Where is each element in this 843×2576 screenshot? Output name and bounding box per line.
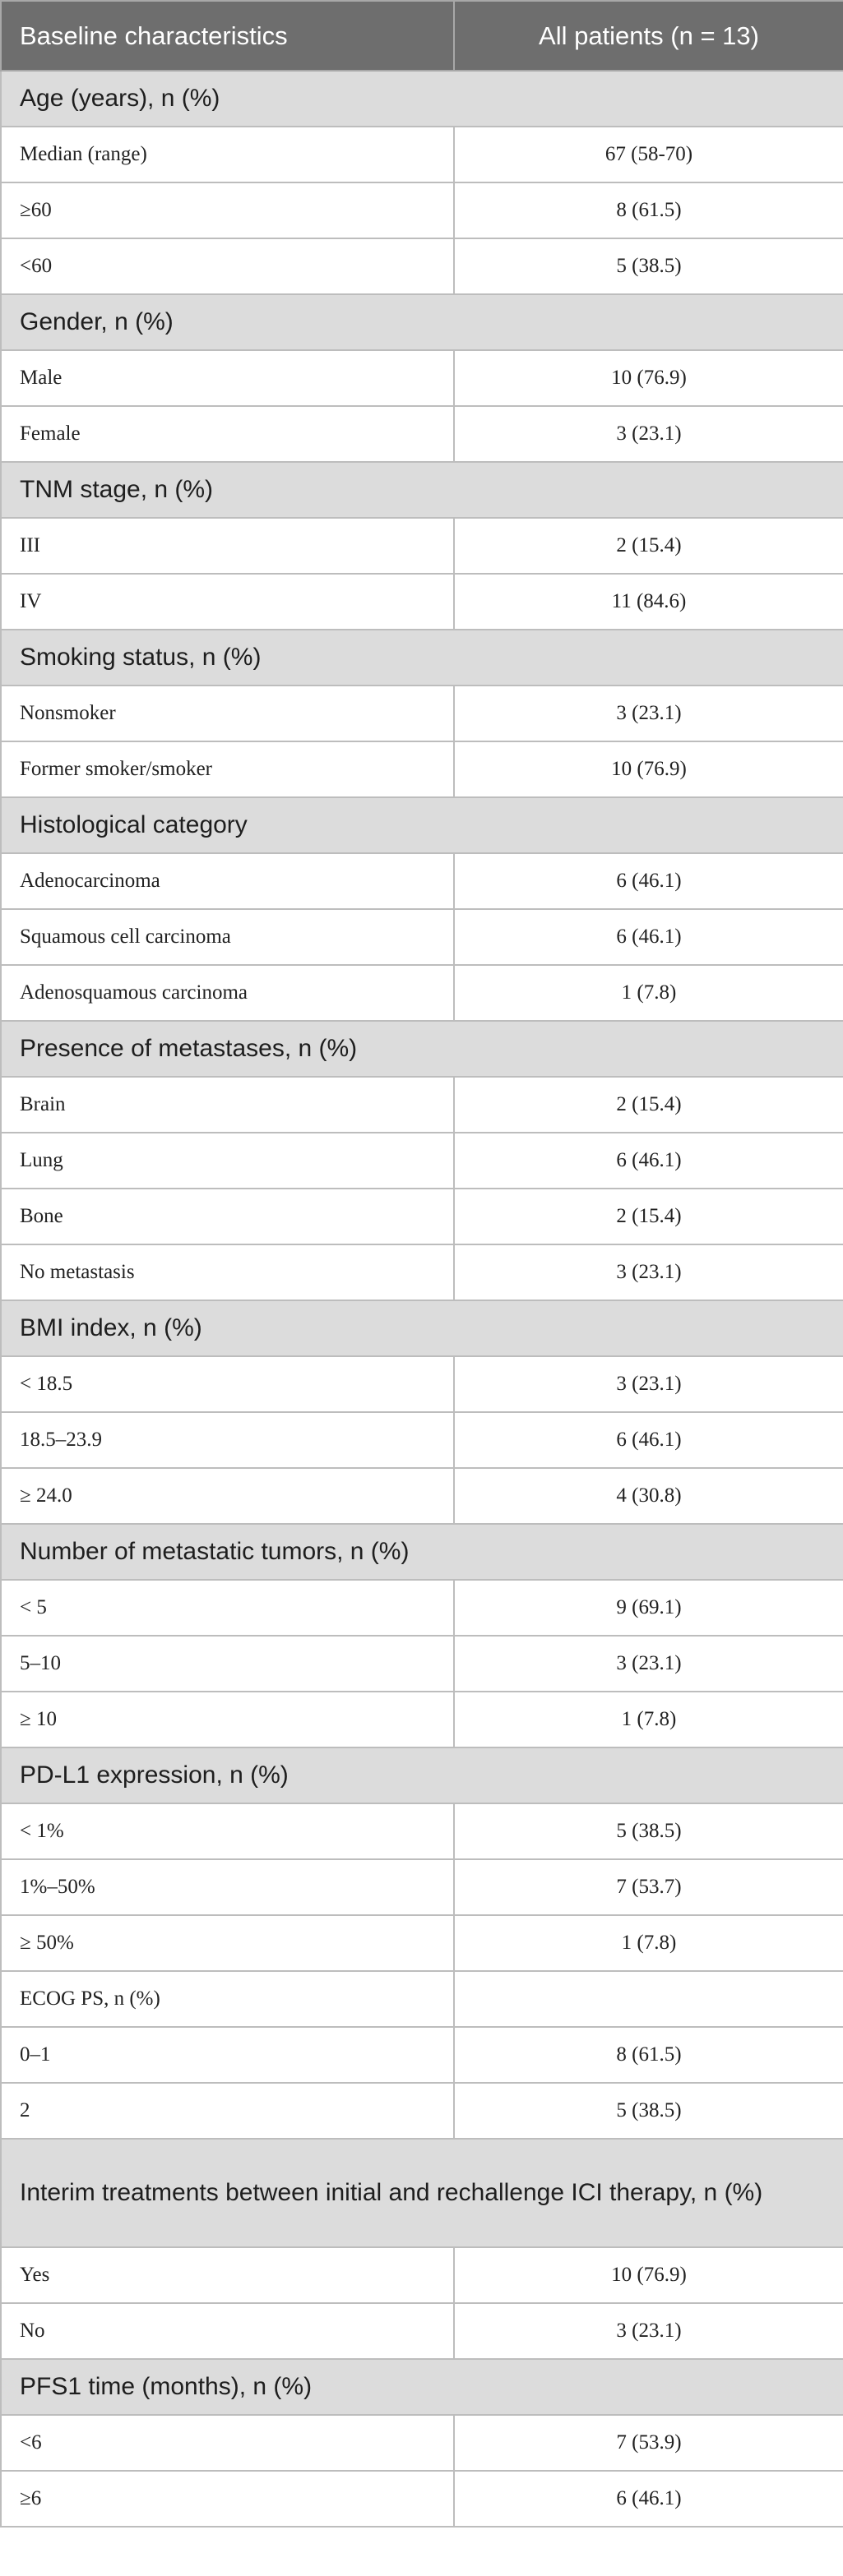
table-row — [1, 965, 843, 1021]
table-row — [1, 1971, 843, 2027]
row-value: 8 (61.5) — [454, 2027, 843, 2083]
row-value: 8 (61.5) — [454, 182, 843, 238]
row-label: ≥60 — [1, 182, 454, 238]
section-header-row — [1, 1300, 843, 1356]
row-value: 3 (23.1) — [454, 2303, 843, 2359]
section-label: Histological category — [1, 797, 843, 853]
row-label: < 1% — [1, 1803, 454, 1859]
row-value: 5 (38.5) — [454, 238, 843, 294]
row-label: Male — [1, 350, 454, 406]
table-row — [1, 1580, 843, 1636]
table-row — [1, 1468, 843, 1524]
section-label: Interim treatments between initial and rechallenge ICI therapy, n (%) — [1, 2139, 843, 2247]
section-header-row — [1, 1021, 843, 1077]
section-header-row — [1, 2139, 843, 2247]
row-label: ≥ 24.0 — [1, 1468, 454, 1524]
table-row — [1, 686, 843, 741]
row-value: 10 (76.9) — [454, 741, 843, 797]
row-label: No metastasis — [1, 1244, 454, 1300]
section-header-row — [1, 1524, 843, 1580]
row-label: 2 — [1, 2083, 454, 2139]
table-row — [1, 1077, 843, 1133]
table-row — [1, 2247, 843, 2303]
row-label: No — [1, 2303, 454, 2359]
row-label: < 18.5 — [1, 1356, 454, 1412]
table-header-row — [1, 1, 843, 71]
row-value: 3 (23.1) — [454, 686, 843, 741]
section-header-row — [1, 797, 843, 853]
row-value: 5 (38.5) — [454, 2083, 843, 2139]
row-label: 1%–50% — [1, 1859, 454, 1915]
row-value: 2 (15.4) — [454, 518, 843, 574]
table-row — [1, 1189, 843, 1244]
row-value: 1 (7.8) — [454, 1915, 843, 1971]
table-row — [1, 741, 843, 797]
row-value: 2 (15.4) — [454, 1189, 843, 1244]
header-all-patients: All patients (n = 13) — [454, 1, 843, 71]
row-label: Former smoker/smoker — [1, 741, 454, 797]
section-header-row — [1, 462, 843, 518]
row-label: ≥6 — [1, 2471, 454, 2527]
row-label: Yes — [1, 2247, 454, 2303]
row-label: Lung — [1, 1133, 454, 1189]
table-row — [1, 1859, 843, 1915]
section-header-row — [1, 630, 843, 686]
row-value — [454, 1971, 843, 2027]
row-label: Squamous cell carcinoma — [1, 909, 454, 965]
table-row — [1, 2083, 843, 2139]
table-row — [1, 518, 843, 574]
row-label: IV — [1, 574, 454, 630]
row-label: III — [1, 518, 454, 574]
section-header-row — [1, 2359, 843, 2415]
row-value: 7 (53.9) — [454, 2415, 843, 2471]
table-row — [1, 2303, 843, 2359]
section-label: PD-L1 expression, n (%) — [1, 1747, 843, 1803]
table-row — [1, 574, 843, 630]
table-row — [1, 1803, 843, 1859]
row-label: 18.5–23.9 — [1, 1412, 454, 1468]
row-value: 6 (46.1) — [454, 853, 843, 909]
section-header-row — [1, 1747, 843, 1803]
table-row — [1, 2027, 843, 2083]
section-label: TNM stage, n (%) — [1, 462, 843, 518]
header-baseline-characteristics: Baseline characteristics — [1, 1, 454, 71]
section-label: BMI index, n (%) — [1, 1300, 843, 1356]
row-label: <6 — [1, 2415, 454, 2471]
row-value: 67 (58-70) — [454, 127, 843, 182]
row-value: 6 (46.1) — [454, 2471, 843, 2527]
row-label: ≥ 10 — [1, 1692, 454, 1747]
section-label: Presence of metastases, n (%) — [1, 1021, 843, 1077]
row-value: 10 (76.9) — [454, 2247, 843, 2303]
table-row — [1, 1244, 843, 1300]
row-label: Brain — [1, 1077, 454, 1133]
table-row — [1, 182, 843, 238]
table-row — [1, 1915, 843, 1971]
table-row — [1, 1412, 843, 1468]
row-value: 3 (23.1) — [454, 1244, 843, 1300]
table-row — [1, 350, 843, 406]
table-row — [1, 406, 843, 462]
section-header-row — [1, 71, 843, 127]
table-row — [1, 1636, 843, 1692]
section-label: Age (years), n (%) — [1, 71, 843, 127]
table-row — [1, 1692, 843, 1747]
row-value: 6 (46.1) — [454, 1412, 843, 1468]
table-row — [1, 1356, 843, 1412]
table-row — [1, 2471, 843, 2527]
row-label: <60 — [1, 238, 454, 294]
row-value: 6 (46.1) — [454, 1133, 843, 1189]
row-label: ≥ 50% — [1, 1915, 454, 1971]
section-label: PFS1 time (months), n (%) — [1, 2359, 843, 2415]
row-value: 4 (30.8) — [454, 1468, 843, 1524]
section-label: Smoking status, n (%) — [1, 630, 843, 686]
section-label: Gender, n (%) — [1, 294, 843, 350]
section-label: Number of metastatic tumors, n (%) — [1, 1524, 843, 1580]
row-value: 7 (53.7) — [454, 1859, 843, 1915]
table-row — [1, 853, 843, 909]
table-row — [1, 238, 843, 294]
row-value: 1 (7.8) — [454, 965, 843, 1021]
row-value: 11 (84.6) — [454, 574, 843, 630]
row-label: Median (range) — [1, 127, 454, 182]
row-label: 0–1 — [1, 2027, 454, 2083]
row-value: 3 (23.1) — [454, 1356, 843, 1412]
row-value: 9 (69.1) — [454, 1580, 843, 1636]
row-label: Female — [1, 406, 454, 462]
row-label: 5–10 — [1, 1636, 454, 1692]
row-value: 1 (7.8) — [454, 1692, 843, 1747]
table-row — [1, 1133, 843, 1189]
section-header-row — [1, 294, 843, 350]
row-label: Adenocarcinoma — [1, 853, 454, 909]
table-body — [1, 71, 843, 2527]
row-label: Nonsmoker — [1, 686, 454, 741]
row-value: 10 (76.9) — [454, 350, 843, 406]
row-value: 6 (46.1) — [454, 909, 843, 965]
row-label: Adenosquamous carcinoma — [1, 965, 454, 1021]
row-value: 5 (38.5) — [454, 1803, 843, 1859]
row-label: Bone — [1, 1189, 454, 1244]
row-value: 3 (23.1) — [454, 1636, 843, 1692]
row-value: 3 (23.1) — [454, 406, 843, 462]
row-label: < 5 — [1, 1580, 454, 1636]
table-row — [1, 2415, 843, 2471]
table-row — [1, 127, 843, 182]
row-value: 2 (15.4) — [454, 1077, 843, 1133]
table-row — [1, 909, 843, 965]
row-label: ECOG PS, n (%) — [1, 1971, 454, 2027]
